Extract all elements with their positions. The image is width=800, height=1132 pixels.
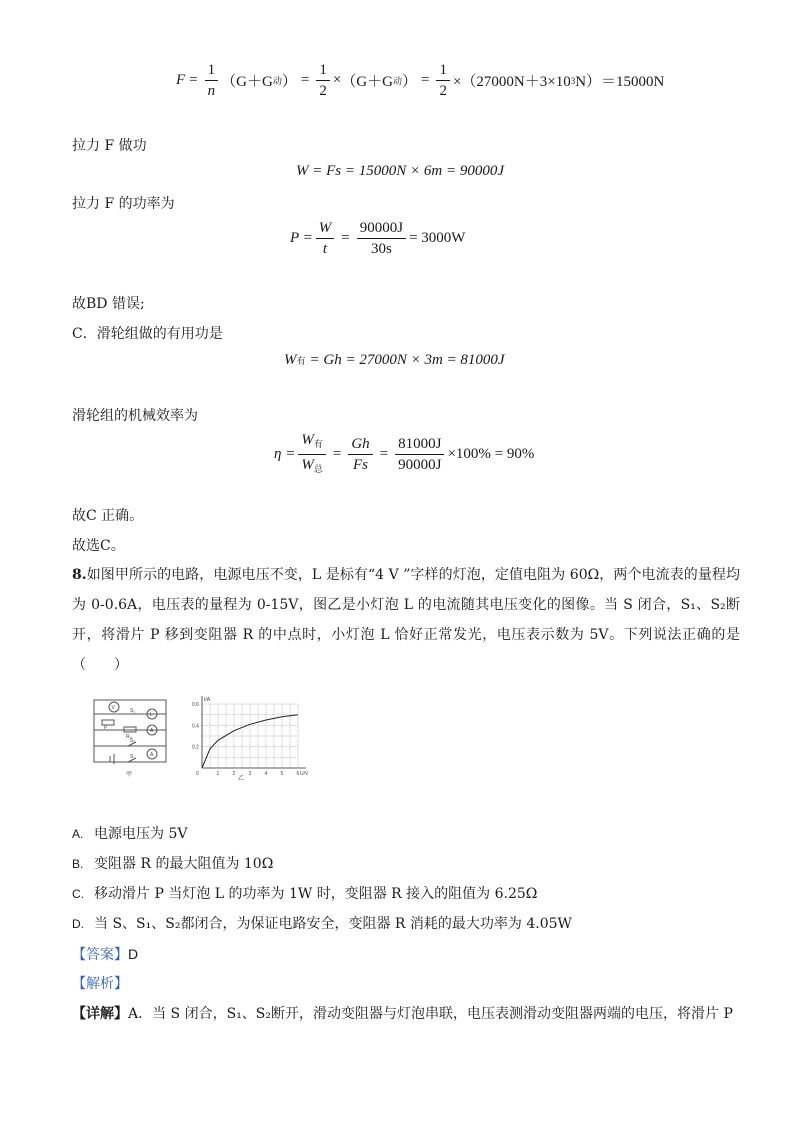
eq-equals: = [341,230,350,246]
eq-term: （G＋G [341,74,393,90]
fraction-den: 30s [370,241,392,257]
eq-term: ） [281,74,297,90]
equation-power [290,220,465,257]
fraction-den [298,455,326,477]
fraction-num: 1 [436,62,450,81]
fraction-den: n [207,83,216,99]
eq-term: ） [401,74,417,90]
fraction-num: Gh [348,436,372,455]
eq-result: ×100% = 90% [447,446,535,462]
eq-equals: = [379,446,389,462]
fraction [316,62,330,99]
fraction [205,62,219,99]
circuit-label: L [150,712,153,718]
x-tick-label: 4 [264,771,268,777]
text-efficiency-label: 滑轮组的机械效率为 [72,408,198,424]
fraction [348,436,372,473]
eq-term: （G＋G [221,74,273,90]
circuit-label: A [150,752,154,758]
y-tick-label: 0.2 [192,744,199,751]
question-number: 8. [72,567,87,583]
analysis-tag: 【解析】 [72,976,128,992]
x-tick-label: 6 [296,771,300,777]
detail-text: A．当 S 闭合，S₁、S₂断开，滑动变阻器与灯泡串联，电压表测滑动变阻器两端的电压，将滑片 P [128,1006,733,1022]
fraction-den: 2 [439,83,447,99]
eq-equals: = [332,446,342,462]
y-tick-label: 0.6 [192,702,199,708]
analysis-line [72,974,128,994]
option-d [72,914,572,934]
figure-label-yi: 乙 [238,775,245,782]
fraction [436,62,450,99]
eq-sub: 总 [313,464,323,474]
eq-equals: = [300,72,310,88]
x-axis-label: U/V [300,771,309,777]
x-tick-label: 1 [216,771,220,777]
text-c-correct: 故C 正确。 [72,508,144,524]
eq-term: N）＝15000N [575,74,665,90]
fraction-num: 1 [316,62,330,81]
text-c-useful: C．滑轮组做的有用功是 [72,326,223,342]
option-text: 当 S、S₁、S₂都闭合，为保证电路安全，变阻器 R 消耗的最大功率为 4.05W [94,916,572,932]
eq-term: × [332,72,342,88]
eq-sup: 3 [570,75,576,86]
eq-lhs: F [176,72,186,88]
y-tick-label: 0.4 [192,723,199,730]
equation-useful-work [284,352,505,369]
circuit-label: S₁ [130,708,136,714]
option-c [72,884,537,904]
question-8 [72,560,740,680]
eq-lhs: W [284,352,297,368]
equation-pulling-force [176,62,664,99]
eq-result: = 3000W [409,230,466,246]
fraction-den: 90000J [398,457,442,473]
option-text: 移动滑片 P 当灯泡 L 的功率为 1W 时，变阻器 R 接入的阻值为 6.25Ω [94,886,538,902]
circuit-label: A [150,728,154,734]
text-bd-wrong: 故BD 错误; [72,296,145,312]
equation-efficiency [274,432,534,477]
eq-lhs: η = [274,446,296,462]
option-text: 变阻器 R 的最大阻值为 10Ω [94,856,274,872]
option-label: B. [72,857,84,871]
option-text: 电源电压为 5V [94,826,188,842]
option-b [72,854,273,874]
eq-term: ×（27000N＋3×10 [452,74,571,90]
y-axis-label: I/A [204,697,211,703]
circuit-label: S [130,754,134,760]
circuit-label: V [111,705,115,711]
text-work-label: 拉力 F 做功 [72,138,147,154]
text-choose-c: 故选C。 [72,538,125,554]
fraction-num [298,432,326,455]
eq-sub: 有 [296,356,306,366]
fraction-den: t [322,241,328,257]
origin-label: 0 [196,771,199,777]
iu-graph [192,696,309,777]
equation-work [296,163,504,180]
eq-sub: 动 [392,76,402,86]
option-a [72,824,187,844]
fraction [316,220,335,257]
answer-tag: 【答案】 [72,947,128,963]
answer-line [72,944,138,965]
fraction-den: 2 [319,83,327,99]
eq-term: = Gh = 27000N × 3m = 81000J [309,352,505,368]
figure-svg [88,692,316,782]
eq-sub: 有 [313,439,323,449]
option-label: C. [72,887,84,901]
circuit-label: R₀ [126,734,132,740]
question-text: 如图甲所示的电路，电源电压不变，L 是标有“4 V ”字样的灯泡，定值电阻为 60Ω，两个电流表的量程均为 0-0.6A，电压表的量程为 0-15V，图乙是小灯泡 L 的电流随其电压变化的图像。当 S 闭合，S₁、S₂断开，将滑片 P 移到变阻器 R 的中点时，小灯泡 L 恰好正常发光，电压表示数为 5V。下列说法正确的是（ ） [72,567,740,673]
fraction [357,220,406,257]
x-tick-label: 2 [232,771,236,777]
answer-value: D [128,946,139,962]
text-power-label: 拉力 F 的功率为 [72,196,175,212]
fraction [298,432,326,477]
fraction [395,436,444,473]
detail-tag: 【详解】 [72,1006,128,1022]
eq-equals: = [189,72,198,88]
figure-circuit-and-graph [88,692,316,782]
circuit-label: S₂ [130,738,136,744]
fraction-num: 1 [205,62,219,81]
fraction-num: 90000J [357,220,406,239]
x-tick-label: 5 [280,771,284,777]
eq-term: W [301,457,314,473]
option-label: A. [72,827,84,841]
eq-equals: = [420,72,430,88]
eq-term: W [301,432,314,448]
eq-sub: 动 [272,76,282,86]
fraction-num: W [316,220,335,239]
option-label: D. [72,917,84,931]
eq-term: W = Fs = 15000N × 6m = 90000J [296,163,504,179]
x-tick-label: 3 [248,771,252,777]
figure-label-jia: 甲 [126,771,133,778]
detail-line [72,1004,740,1024]
fraction-den: Fs [352,457,368,473]
eq-lhs: P = [290,230,313,246]
fraction-num: 81000J [395,436,444,455]
circuit-label: P [104,725,108,731]
